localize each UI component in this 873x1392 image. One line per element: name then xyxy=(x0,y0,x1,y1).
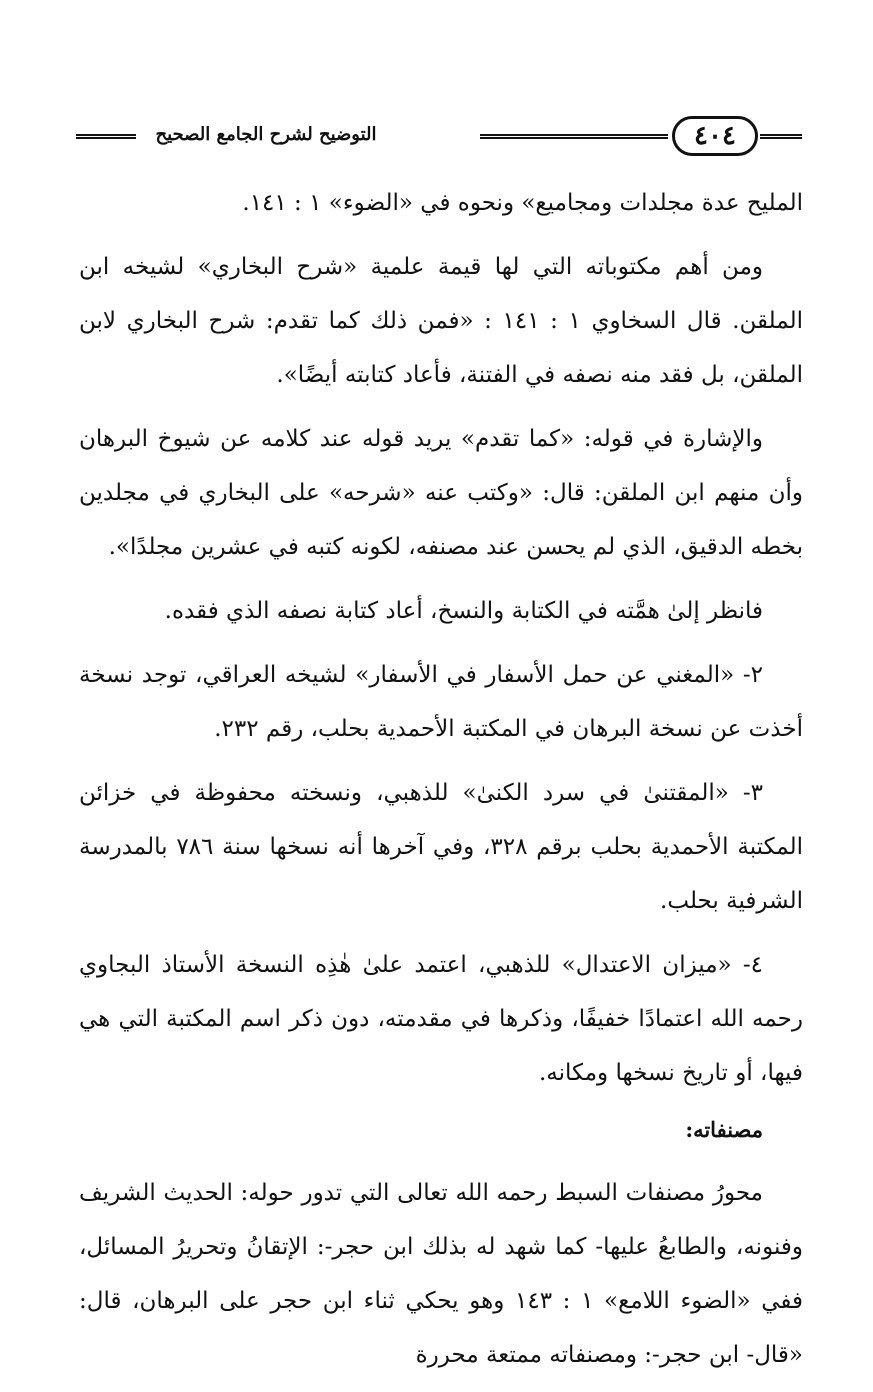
paragraph: فانظر إلىٰ همَّته في الكتابة والنسخ، أعاد كتابة نصفه الذي فقده. xyxy=(164,598,763,624)
header-rule-left xyxy=(76,134,136,139)
paragraph: ٣- «المقتنىٰ في سرد الكنىٰ» للذهبي، ونسخته محفوظة في خزائن المكتبة الأحمدية بحلب برقم ٣٢٨، وفي آخرها أنه نسخها سنة ٧٨٦ بالمدرسة الشرفية بحلب. xyxy=(79,780,803,914)
paragraph: والإشارة في قوله: «كما تقدم» يريد قوله عند كلامه عن شيوخ البرهان وأن منهم ابن الملقن: قال: «وكتب عنه «شرحه» على البخاري في مجلدين بخطه الدقيق، الذي لم يحسن عند مصنفه، لكونه كتبه في عشرين مجلدًا». xyxy=(79,426,803,560)
section-heading: مصنفاته: xyxy=(685,1117,763,1142)
page-number: ٤٠٤ xyxy=(672,116,758,156)
page-header xyxy=(76,112,802,164)
paragraph: ٤- «ميزان الاعتدال» للذهبي، اعتمد علىٰ هٰذِه النسخة الأستاذ البجاوي رحمه الله اعتمادًا خفيفًا، وذكرها في مقدمته، دون ذكر اسم المكتبة التي هي فيها، أو تاريخ نسخها ومكانه. xyxy=(79,952,803,1086)
paragraph: ومن أهم مكتوباته التي لها قيمة علمية «شرح البخاري» لشيخه ابن الملقن. قال السخاوي ١ : ١٤١ : «فمن ذلك كما تقدم: شرح البخاري لابن الملقن، بل فقد منه نصفه في الفتنة، فأعاد كتابته أيضًا». xyxy=(79,254,803,388)
running-title: التوضيح لشرح الجامع الصحيح xyxy=(155,124,377,145)
paragraph: ٢- «المغني عن حمل الأسفار في الأسفار» لشيخه العراقي، توجد نسخة أخذت عن نسخة البرهان في المكتبة الأحمدية بحلب، رقم ٢٣٢. xyxy=(79,662,803,742)
header-rule-middle xyxy=(480,134,668,139)
paragraph: محورُ مصنفات السبط رحمه الله تعالى التي تدور حوله: الحديث الشريف وفنونه، والطابعُ عليها- كما شهد له بذلك ابن حجر-: الإتقانُ وتحريرُ المسائل، ففي «الضوء اللامع» ١ : ١٤٣ وهو يحكي ثناء ابن حجر على البرهان، قال: «قال- ابن حجر-: ومصنفاته ممتعة محررة xyxy=(79,1180,803,1368)
header-rule-right xyxy=(760,134,802,139)
page-body xyxy=(79,176,803,1392)
paragraph: المليح عدة مجلدات ومجاميع» ونحوه في «الضوء» ١ : ١٤١. xyxy=(242,190,803,216)
